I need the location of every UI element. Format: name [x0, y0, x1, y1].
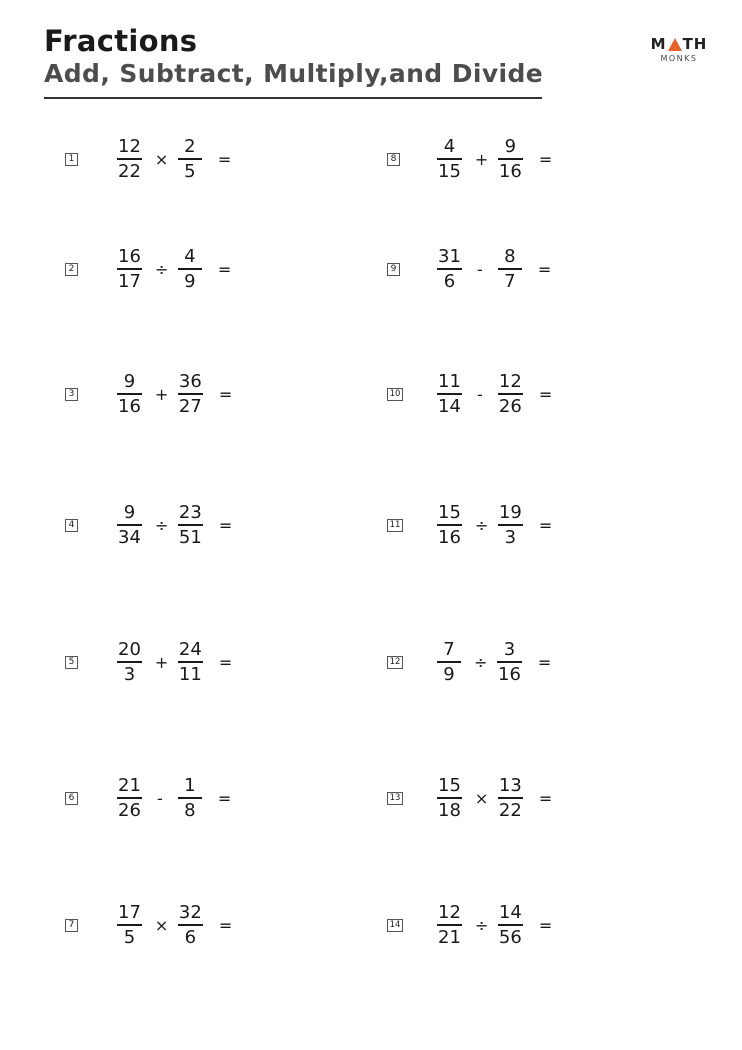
numerator: 12	[498, 371, 522, 393]
numerator: 19	[498, 502, 522, 524]
problem-number: 7	[65, 919, 78, 932]
fraction-first	[117, 371, 142, 417]
problem-expression	[437, 902, 552, 948]
problem-item	[387, 369, 552, 419]
fraction-bar	[117, 393, 142, 395]
numerator: 32	[178, 902, 202, 924]
fraction-second	[498, 371, 523, 417]
equals-sign: =	[538, 915, 553, 935]
problem-expression	[437, 246, 551, 292]
operator: +	[154, 652, 169, 672]
fraction-first	[117, 639, 142, 685]
numerator: 21	[118, 775, 141, 797]
numerator: 15	[438, 775, 461, 797]
equals-sign: =	[537, 259, 552, 279]
denominator: 3	[504, 526, 517, 548]
fraction-bar	[498, 524, 523, 526]
logo-subtext: MONKS	[660, 54, 698, 63]
fraction-bar	[178, 268, 202, 270]
denominator: 22	[498, 799, 522, 821]
fraction-first	[117, 246, 142, 292]
numerator: 24	[178, 639, 202, 661]
fraction-bar	[117, 524, 142, 526]
fraction-first	[117, 775, 142, 821]
denominator: 27	[178, 395, 202, 417]
equals-sign: =	[538, 149, 553, 169]
fraction-bar	[178, 524, 203, 526]
fraction-bar	[437, 797, 462, 799]
denominator: 16	[498, 160, 522, 182]
fraction-second	[178, 246, 202, 292]
problem-number: 2	[65, 263, 78, 276]
fraction-bar	[498, 268, 522, 270]
fraction-bar	[178, 661, 203, 663]
problem-number: 10	[387, 388, 403, 401]
fraction-second	[498, 246, 522, 292]
equals-sign: =	[538, 515, 553, 535]
numerator: 16	[118, 246, 141, 268]
operator: -	[157, 788, 163, 808]
numerator: 7	[443, 639, 455, 661]
problem-expression	[437, 639, 551, 685]
fraction-second	[178, 136, 202, 182]
fraction-second	[178, 775, 202, 821]
numerator: 4	[184, 246, 196, 268]
denominator: 9	[184, 270, 196, 292]
numerator: 2	[184, 136, 196, 158]
problem-expression	[437, 775, 552, 821]
triangle-icon	[668, 38, 682, 51]
numerator: 36	[178, 371, 202, 393]
fraction-bar	[117, 661, 142, 663]
fraction-bar	[498, 158, 523, 160]
header-divider	[44, 97, 542, 99]
denominator: 22	[118, 160, 141, 182]
numerator: 17	[118, 902, 141, 924]
fraction-first	[437, 371, 462, 417]
mathmonks-logo	[648, 36, 710, 64]
denominator: 9	[443, 663, 455, 685]
equals-sign: =	[217, 149, 232, 169]
operator: ×	[154, 915, 169, 935]
numerator: 12	[438, 902, 461, 924]
denominator: 21	[438, 926, 461, 948]
numerator: 14	[498, 902, 522, 924]
fraction-second	[498, 775, 523, 821]
fraction-bar	[437, 393, 462, 395]
problem-item	[65, 500, 232, 550]
problem-expression	[117, 371, 232, 417]
numerator: 20	[118, 639, 141, 661]
page-title: Fractions	[44, 24, 198, 58]
fraction-bar	[117, 158, 142, 160]
fraction-first	[437, 639, 461, 685]
numerator: 9	[504, 136, 517, 158]
numerator: 12	[118, 136, 141, 158]
operator: ÷	[154, 515, 169, 535]
fraction-bar	[117, 268, 142, 270]
denominator: 14	[438, 395, 461, 417]
fraction-bar	[437, 268, 462, 270]
operator: ×	[474, 788, 489, 808]
problem-number: 12	[387, 656, 403, 669]
denominator: 7	[504, 270, 516, 292]
fraction-second	[498, 502, 523, 548]
fraction-first	[437, 246, 462, 292]
fraction-second	[178, 371, 203, 417]
fraction-second	[178, 639, 203, 685]
denominator: 6	[184, 926, 197, 948]
denominator: 5	[184, 160, 196, 182]
fraction-first	[117, 502, 142, 548]
fraction-bar	[437, 924, 462, 926]
problem-item	[65, 773, 231, 823]
operator: +	[154, 384, 169, 404]
denominator: 17	[118, 270, 141, 292]
problem-number: 1	[65, 153, 78, 166]
numerator: 31	[438, 246, 461, 268]
denominator: 51	[178, 526, 202, 548]
problem-number: 14	[387, 919, 403, 932]
problem-item	[65, 900, 232, 950]
equals-sign: =	[218, 652, 233, 672]
denominator: 34	[118, 526, 141, 548]
fraction-bar	[437, 524, 462, 526]
numerator: 23	[178, 502, 202, 524]
fraction-bar	[497, 661, 522, 663]
denominator: 16	[498, 663, 521, 685]
problem-number: 5	[65, 656, 78, 669]
denominator: 16	[118, 395, 141, 417]
denominator: 3	[123, 663, 136, 685]
problem-expression	[117, 639, 232, 685]
operator: ÷	[474, 515, 489, 535]
fraction-second	[178, 502, 203, 548]
operator: ÷	[154, 259, 169, 279]
problem-number: 3	[65, 388, 78, 401]
logo-wordmark	[648, 36, 710, 52]
fraction-bar	[178, 393, 203, 395]
numerator: 15	[438, 502, 461, 524]
numerator: 4	[443, 136, 456, 158]
numerator: 8	[504, 246, 516, 268]
denominator: 26	[118, 799, 141, 821]
operator: +	[474, 149, 489, 169]
worksheet-header	[44, 24, 542, 99]
logo-text-left: M	[650, 35, 667, 53]
denominator: 6	[443, 270, 456, 292]
operator: -	[477, 384, 483, 404]
problem-item	[387, 773, 552, 823]
fraction-second	[178, 902, 203, 948]
fraction-first	[117, 902, 142, 948]
equals-sign: =	[218, 515, 233, 535]
operator: -	[477, 259, 483, 279]
numerator: 1	[184, 775, 196, 797]
problem-number: 8	[387, 153, 400, 166]
problem-number: 9	[387, 263, 400, 276]
denominator: 11	[178, 663, 202, 685]
problem-number: 4	[65, 519, 78, 532]
fraction-bar	[498, 393, 523, 395]
problem-item	[387, 900, 552, 950]
problem-expression	[117, 502, 232, 548]
equals-sign: =	[538, 788, 553, 808]
fraction-first	[437, 136, 462, 182]
numerator: 9	[123, 502, 136, 524]
problem-number: 13	[387, 792, 403, 805]
problem-expression	[437, 502, 552, 548]
problem-item	[65, 134, 231, 184]
fraction-bar	[178, 797, 202, 799]
denominator: 18	[438, 799, 461, 821]
fraction-second	[498, 902, 523, 948]
equals-sign: =	[538, 384, 553, 404]
fraction-bar	[117, 924, 142, 926]
fraction-bar	[498, 797, 523, 799]
problem-item	[387, 500, 552, 550]
fraction-bar	[178, 158, 202, 160]
denominator: 16	[438, 526, 461, 548]
numerator: 3	[503, 639, 516, 661]
fraction-second	[498, 136, 523, 182]
problem-expression	[437, 371, 552, 417]
fraction-first	[437, 902, 462, 948]
equals-sign: =	[217, 259, 232, 279]
fraction-bar	[437, 158, 462, 160]
equals-sign: =	[218, 384, 233, 404]
equals-sign: =	[217, 788, 232, 808]
problem-item	[65, 244, 231, 294]
equals-sign: =	[537, 652, 552, 672]
operator: ÷	[474, 652, 488, 672]
problem-item	[387, 134, 552, 184]
equals-sign: =	[218, 915, 233, 935]
fraction-bar	[117, 797, 142, 799]
denominator: 26	[498, 395, 522, 417]
fraction-bar	[437, 661, 461, 663]
numerator: 13	[498, 775, 522, 797]
numerator: 11	[438, 371, 461, 393]
problem-expression	[437, 136, 552, 182]
operator: ×	[154, 149, 169, 169]
denominator: 8	[184, 799, 196, 821]
problem-item	[65, 369, 232, 419]
page-subtitle: Add, Subtract, Multiply,and Divide	[44, 59, 544, 88]
fraction-bar	[498, 924, 523, 926]
fraction-second	[497, 639, 522, 685]
logo-text-right: TH	[682, 35, 708, 53]
problem-item	[65, 637, 232, 687]
denominator: 15	[438, 160, 461, 182]
problem-expression	[117, 902, 232, 948]
fraction-first	[437, 775, 462, 821]
numerator: 9	[123, 371, 136, 393]
problem-expression	[117, 246, 231, 292]
denominator: 56	[498, 926, 522, 948]
fraction-bar	[178, 924, 203, 926]
problem-item	[387, 244, 551, 294]
operator: ÷	[474, 915, 489, 935]
fraction-first	[117, 136, 142, 182]
fraction-first	[437, 502, 462, 548]
problem-expression	[117, 136, 231, 182]
problem-number: 6	[65, 792, 78, 805]
denominator: 5	[123, 926, 136, 948]
problem-item	[387, 637, 551, 687]
problem-number: 11	[387, 519, 403, 532]
problem-expression	[117, 775, 231, 821]
